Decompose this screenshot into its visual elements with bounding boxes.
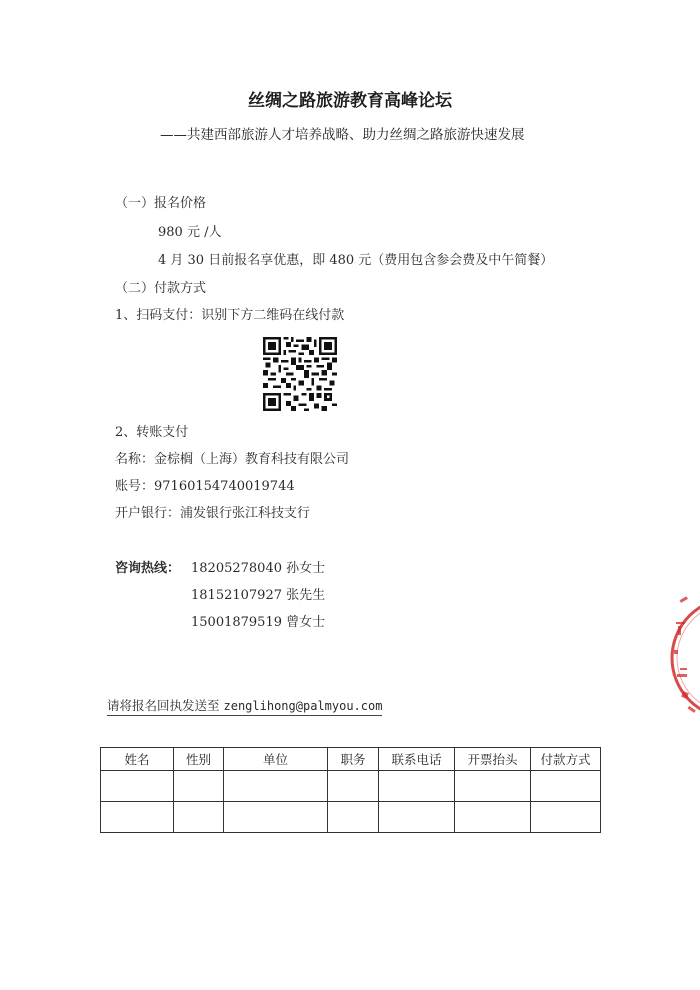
bank-line: 开户银行：浦发银行张江科技支行 [115,506,311,521]
table-cell[interactable] [531,802,601,833]
reply-instruction [107,696,382,716]
table-cell[interactable] [101,771,174,802]
hotline-label: 咨询热线： [115,561,181,576]
seal-stamp-icon [662,580,700,730]
table-cell[interactable] [174,802,224,833]
table-header-row [101,748,601,771]
contact-name: 曾女士 [286,615,326,630]
table-cell[interactable] [101,802,174,833]
column-header-gender: 性别 [174,748,224,771]
document-title: 丝绸之路旅游教育高峰论坛 [248,91,452,111]
qr-code-icon[interactable] [263,337,337,411]
hotline-contact [191,611,325,630]
table-row [101,771,601,802]
transfer-pay-label: 2、转账支付 [115,425,189,440]
document-subtitle: ——共建西部旅游人才培养战略、助力丝绸之路旅游快速发展 [160,127,525,143]
pricing-heading: （一）报名价格 [115,196,207,211]
registration-form-table [100,747,601,833]
table-cell[interactable] [174,771,224,802]
contact-name: 张先生 [286,588,326,603]
table-cell[interactable] [224,771,328,802]
table-row [101,802,601,833]
table-cell[interactable] [328,802,379,833]
column-header-phone: 联系电话 [379,748,455,771]
column-header-name: 姓名 [101,748,174,771]
reply-prefix: 请将报名回执发送至 [107,698,220,713]
payment-heading: （二）付款方式 [115,281,207,296]
early-bird-line: 4 月 30 日前报名享优惠，即 480 元（费用包含参会费及中午简餐） [158,253,554,268]
column-header-organization: 单位 [224,748,328,771]
column-header-payment-method: 付款方式 [531,748,601,771]
table-cell[interactable] [328,771,379,802]
price-line: 980 元 /人 [158,225,222,240]
contact-phone[interactable]: 18205278040 [191,561,282,576]
contact-name: 孙女士 [286,561,326,576]
table-cell[interactable] [455,802,531,833]
account-name-line: 名称：金棕榈（上海）教育科技有限公司 [115,452,350,467]
column-header-invoice-title: 开票抬头 [455,748,531,771]
table-cell[interactable] [224,802,328,833]
contact-phone[interactable]: 18152107927 [191,588,282,603]
table-cell[interactable] [531,771,601,802]
contact-phone[interactable]: 15001879519 [191,615,282,630]
hotline-contact [191,584,325,603]
scan-pay-label: 1、扫码支付：识别下方二维码在线付款 [115,308,345,323]
table-cell[interactable] [379,771,455,802]
table-cell[interactable] [379,802,455,833]
column-header-position: 职务 [328,748,379,771]
hotline-contact [191,557,325,576]
table-cell[interactable] [455,771,531,802]
account-number-line: 账号：97160154740019744 [115,479,295,494]
reply-email-link[interactable]: zenglihong@palmyou.com [223,699,383,713]
